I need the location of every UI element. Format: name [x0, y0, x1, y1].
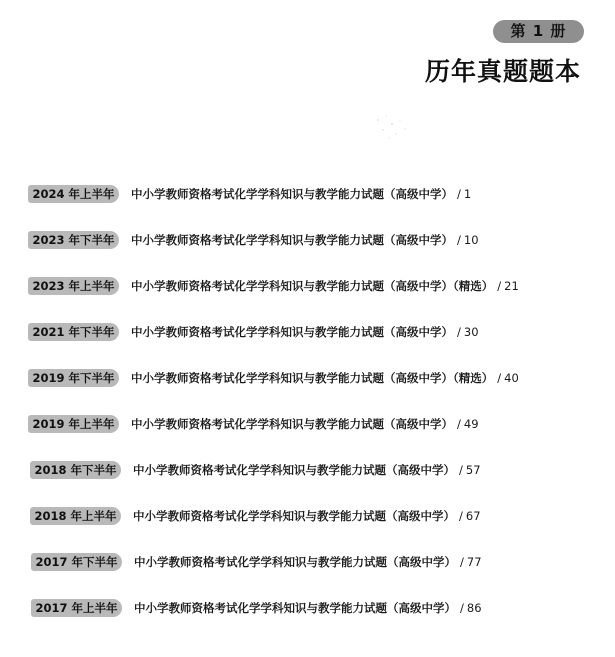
entry-title: 中小学教师资格考试化学学科知识与教学能力试题（高级中学）（精选） — [131, 279, 494, 293]
page-separator: / — [457, 187, 461, 201]
toc-entry[interactable] — [31, 551, 482, 573]
entry-page-number: 67 — [465, 509, 481, 523]
entry-title: 中小学教师资格考试化学学科知识与教学能力试题（高级中学） — [134, 555, 456, 569]
year-tag: 2023 年下半年 — [28, 231, 119, 249]
year-tag: 2018 年下半年 — [30, 461, 121, 479]
toc-entry[interactable] — [28, 229, 479, 251]
entry-title: 中小学教师资格考试化学学科知识与教学能力试题（高级中学） — [134, 601, 456, 615]
toc-entry[interactable] — [28, 413, 479, 435]
volume-badge: 第 1 册 — [493, 20, 584, 43]
page-title: 历年真题题本 — [424, 57, 581, 86]
entry-page-number: 10 — [463, 233, 479, 247]
page-separator: / — [457, 325, 461, 339]
entry-page-number: 30 — [463, 325, 479, 339]
page-separator: / — [460, 555, 464, 569]
page-separator: / — [497, 279, 502, 293]
page-separator: / — [460, 601, 464, 615]
entry-page-number: 77 — [466, 555, 482, 569]
entry-page-number: 21 — [504, 279, 519, 293]
toc-entry[interactable] — [28, 183, 471, 205]
page-separator: / — [457, 233, 461, 247]
toc-entry[interactable] — [28, 367, 519, 389]
entry-title: 中小学教师资格考试化学学科知识与教学能力试题（高级中学） — [131, 325, 453, 339]
entry-page-number: 57 — [465, 463, 481, 477]
entry-title: 中小学教师资格考试化学学科知识与教学能力试题（高级中学） — [133, 509, 455, 523]
toc-entry[interactable] — [28, 321, 479, 343]
toc-entry[interactable] — [28, 275, 519, 297]
entry-title: 中小学教师资格考试化学学科知识与教学能力试题（高级中学） — [131, 417, 453, 431]
year-tag: 2019 年上半年 — [28, 415, 119, 433]
page-separator: / — [457, 417, 461, 431]
page-separator: / — [459, 509, 463, 523]
page-separator: / — [497, 371, 502, 385]
entry-page-number: 86 — [466, 601, 482, 615]
toc-entry[interactable] — [30, 505, 481, 527]
page-separator: / — [459, 463, 463, 477]
toc-entry[interactable] — [30, 459, 481, 481]
entry-title: 中小学教师资格考试化学学科知识与教学能力试题（高级中学） — [133, 463, 455, 477]
year-tag: 2018 年上半年 — [30, 507, 121, 525]
entry-title: 中小学教师资格考试化学学科知识与教学能力试题（高级中学） — [131, 233, 453, 247]
year-tag: 2023 年上半年 — [28, 277, 119, 295]
year-tag: 2024 年上半年 — [28, 185, 119, 203]
year-tag: 2019 年下半年 — [28, 369, 119, 387]
entry-title: 中小学教师资格考试化学学科知识与教学能力试题（高级中学）（精选） — [131, 371, 494, 385]
year-tag: 2017 年下半年 — [31, 553, 122, 571]
entry-title: 中小学教师资格考试化学学科知识与教学能力试题（高级中学） — [131, 187, 453, 201]
year-tag: 2021 年下半年 — [28, 323, 119, 341]
year-tag: 2017 年上半年 — [31, 599, 122, 617]
entry-page-number: 40 — [504, 371, 519, 385]
entry-page-number: 49 — [463, 417, 479, 431]
toc-entry[interactable] — [31, 597, 482, 619]
entry-page-number: 1 — [463, 187, 472, 201]
